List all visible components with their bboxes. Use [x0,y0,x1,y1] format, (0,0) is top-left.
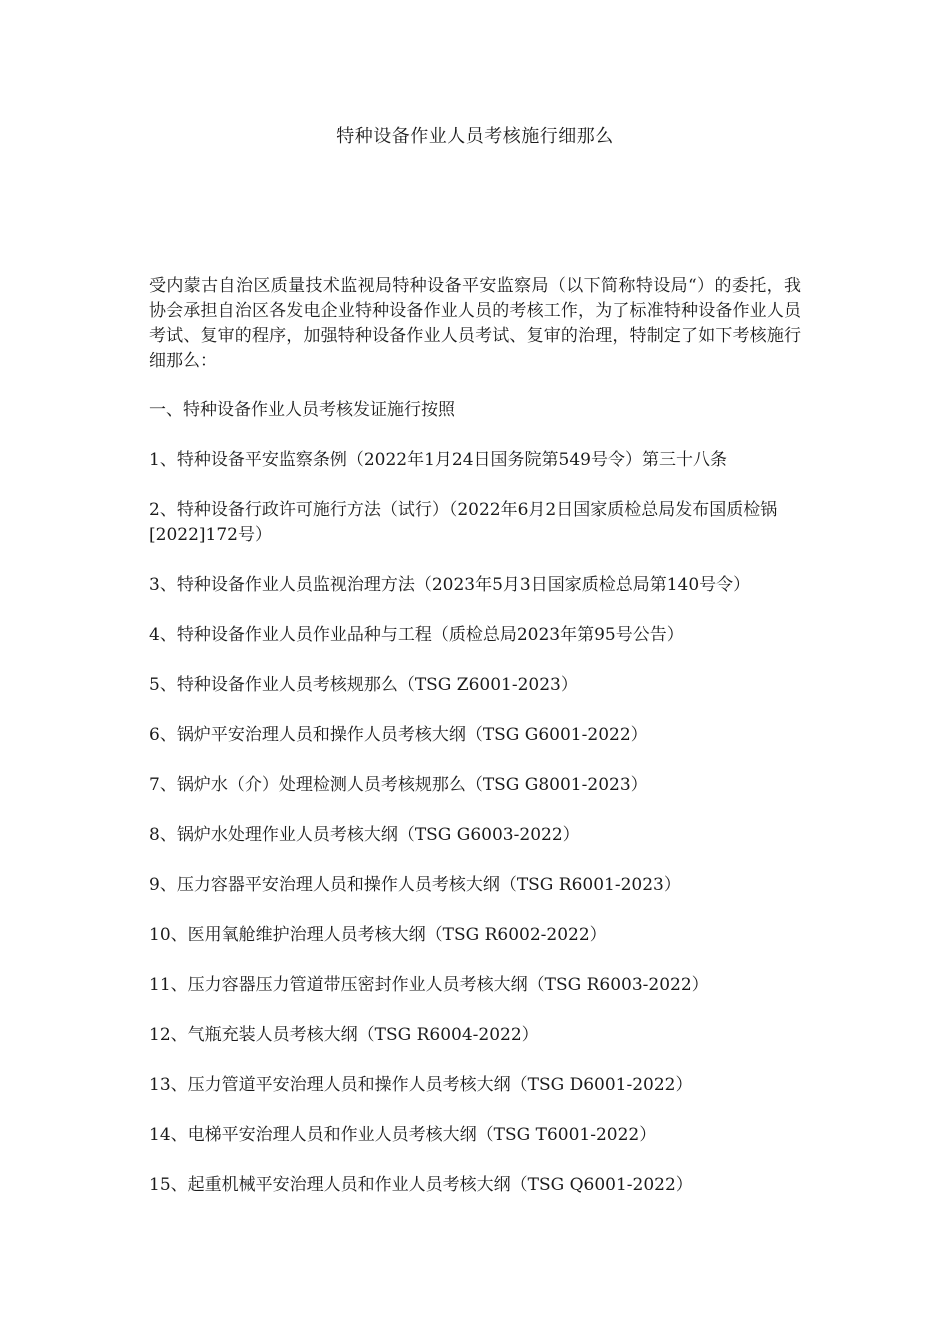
list-item: 6、锅炉平安治理人员和操作人员考核大纲（TSG G6001-2022） [149,725,648,745]
list-item: 5、特种设备作业人员考核规那么（TSG Z6001-2023） [149,675,578,695]
document-body [149,274,801,1223]
list-item: 14、电梯平安治理人员和作业人员考核大纲（TSG T6001-2022） [149,1125,657,1145]
section-heading: 一、特种设备作业人员考核发证施行按照 [149,400,455,420]
list-item: 7、锅炉水（介）处理检测人员考核规那么（TSG G8001-2023） [149,775,648,795]
list-item: 13、压力管道平安治理人员和操作人员考核大纲（TSG D6001-2022） [149,1075,693,1095]
list-item: 8、锅炉水处理作业人员考核大纲（TSG G6003-2022） [149,825,580,845]
list-item: 10、医用氧舱维护治理人员考核大纲（TSG R6002-2022） [149,925,607,945]
list-item: 11、压力容器压力管道带压密封作业人员考核大纲（TSG R6003-2022） [149,975,709,995]
list-item: 9、压力容器平安治理人员和操作人员考核大纲（TSG R6001-2023） [149,875,681,895]
intro-paragraph: 受内蒙古自治区质量技术监视局特种设备平安监察局（以下简称特设局“）的委托，我协会承担自治区各发电企业特种设备作业人员的考核工作，为了标准特种设备作业人员考试、复审的程序，加强特种设备作业人员考试、复审的治理，特制定了如下考核施行细那么： [149,276,801,371]
list-item: 15、起重机械平安治理人员和作业人员考核大纲（TSG Q6001-2022） [149,1175,693,1195]
list-item: 3、特种设备作业人员监视治理方法（2023年5月3日国家质检总局第140号令） [149,575,751,595]
list-item: 12、气瓶充装人员考核大纲（TSG R6004-2022） [149,1025,539,1045]
document-title: 特种设备作业人员考核施行细那么 [336,126,614,147]
list-item: 1、特种设备平安监察条例（2022年1月24日国务院第549号令）第三十八条 [149,450,727,470]
list-item: 4、特种设备作业人员作业品种与工程（质检总局2023年第95号公告） [149,625,684,645]
list-item: 2、特种设备行政许可施行方法（试行）（2022年6月2日国家质检总局发布国质检锅[2022]172号） [149,500,778,545]
